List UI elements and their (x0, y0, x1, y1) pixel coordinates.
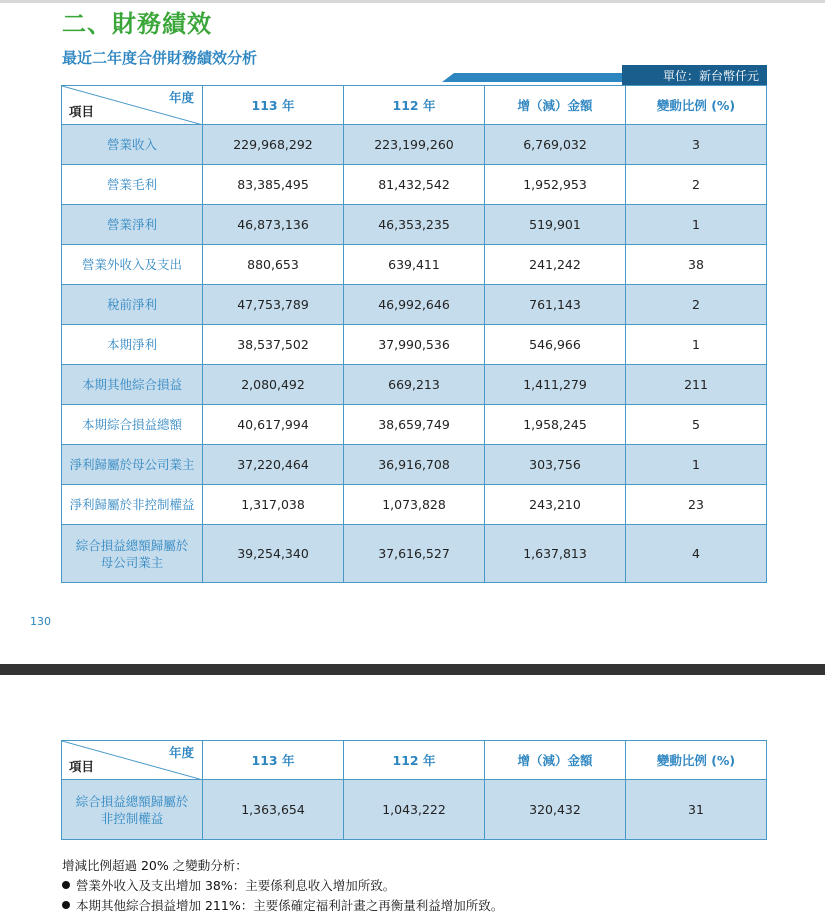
cell-change-amount: 303,756 (485, 445, 626, 485)
cell-change-percent: 38 (626, 245, 767, 285)
cell-113: 38,537,502 (203, 325, 344, 365)
corner-year-label: 年度 (168, 90, 194, 105)
cell-change-amount: 546,966 (485, 325, 626, 365)
cell-113: 880,653 (203, 245, 344, 285)
table-row (62, 780, 767, 840)
cell-113: 37,220,464 (203, 445, 344, 485)
cell-113: 1,363,654 (203, 780, 344, 840)
cell-112: 1,073,828 (344, 485, 485, 525)
col-header-change-percent: 變動比例 (%) (626, 86, 767, 125)
cell-change-amount: 6,769,032 (485, 125, 626, 165)
table-row (62, 125, 767, 165)
row-label: 本期綜合損益總額 (62, 405, 203, 445)
page-separator (0, 664, 825, 675)
financial-performance-table (61, 85, 767, 583)
cell-112: 38,659,749 (344, 405, 485, 445)
row-label: 淨利歸屬於非控制權益 (62, 485, 203, 525)
row-label: 本期其他綜合損益 (62, 365, 203, 405)
row-label-line: 綜合損益總額歸屬於 (75, 537, 189, 553)
section-title: 二、財務績效 (62, 10, 212, 38)
cell-change-percent: 23 (626, 485, 767, 525)
cell-change-percent: 1 (626, 205, 767, 245)
cell-change-percent: 3 (626, 125, 767, 165)
row-label (62, 525, 203, 583)
cell-change-amount: 1,637,813 (485, 525, 626, 583)
row-label-line: 非控制權益 (100, 810, 164, 826)
cell-change-amount: 1,411,279 (485, 365, 626, 405)
cell-change-percent: 5 (626, 405, 767, 445)
table-row (62, 485, 767, 525)
cell-change-amount: 243,210 (485, 485, 626, 525)
cell-113: 2,080,492 (203, 365, 344, 405)
cell-change-amount: 519,901 (485, 205, 626, 245)
top-border (0, 0, 825, 3)
corner-item-label: 項目 (69, 104, 95, 119)
col-header-113: 113 年 (203, 741, 344, 780)
table-row (62, 285, 767, 325)
table-row (62, 365, 767, 405)
table-row (62, 325, 767, 365)
header-corner-cell (62, 86, 203, 125)
table-row (62, 525, 767, 583)
note-item (62, 896, 503, 916)
note-text: 營業外收入及支出增加 38%：主要係利息收入增加所致。 (76, 878, 396, 893)
cell-112: 46,992,646 (344, 285, 485, 325)
cell-112: 37,990,536 (344, 325, 485, 365)
col-header-113: 113 年 (203, 86, 344, 125)
unit-label: 單位：新台幣仟元 (662, 69, 759, 83)
cell-change-percent: 1 (626, 445, 767, 485)
row-label: 營業淨利 (62, 205, 203, 245)
col-header-112: 112 年 (344, 741, 485, 780)
cell-113: 47,753,789 (203, 285, 344, 325)
row-label: 營業外收入及支出 (62, 245, 203, 285)
cell-112: 37,616,527 (344, 525, 485, 583)
cell-change-percent: 2 (626, 285, 767, 325)
col-header-change-amount: 增（減）金額 (485, 741, 626, 780)
notes-heading: 增減比例超過 20% 之變動分析： (62, 858, 248, 873)
cell-112: 1,043,222 (344, 780, 485, 840)
col-header-112: 112 年 (344, 86, 485, 125)
cell-113: 229,968,292 (203, 125, 344, 165)
bullet-icon (62, 901, 70, 909)
bullet-icon (62, 881, 70, 889)
cell-change-percent: 1 (626, 325, 767, 365)
row-label: 營業毛利 (62, 165, 203, 205)
note-item (62, 876, 503, 896)
variance-notes (62, 856, 503, 916)
corner-item-label: 項目 (69, 759, 95, 774)
cell-change-amount: 1,958,245 (485, 405, 626, 445)
row-label: 營業收入 (62, 125, 203, 165)
cell-change-percent: 2 (626, 165, 767, 205)
unit-banner (440, 65, 767, 85)
table-row (62, 205, 767, 245)
cell-112: 81,432,542 (344, 165, 485, 205)
header-corner-cell (62, 741, 203, 780)
cell-113: 83,385,495 (203, 165, 344, 205)
cell-112: 639,411 (344, 245, 485, 285)
cell-112: 46,353,235 (344, 205, 485, 245)
sub-title: 最近二年度合併財務績效分析 (62, 49, 258, 67)
cell-112: 36,916,708 (344, 445, 485, 485)
cell-change-percent: 4 (626, 525, 767, 583)
corner-year-label: 年度 (168, 745, 194, 760)
cell-113: 40,617,994 (203, 405, 344, 445)
cell-change-amount: 320,432 (485, 780, 626, 840)
row-label: 稅前淨利 (62, 285, 203, 325)
col-header-change-percent: 變動比例 (%) (626, 741, 767, 780)
col-header-change-amount: 增（減）金額 (485, 86, 626, 125)
cell-change-percent: 211 (626, 365, 767, 405)
table-header-row (62, 741, 767, 780)
table-row (62, 405, 767, 445)
page-number: 130 (30, 615, 51, 628)
financial-performance-table-continued (61, 740, 767, 840)
cell-113: 1,317,038 (203, 485, 344, 525)
cell-113: 39,254,340 (203, 525, 344, 583)
cell-change-amount: 761,143 (485, 285, 626, 325)
row-label: 淨利歸屬於母公司業主 (62, 445, 203, 485)
cell-112: 223,199,260 (344, 125, 485, 165)
row-label-line: 綜合損益總額歸屬於 (75, 793, 189, 809)
cell-change-amount: 241,242 (485, 245, 626, 285)
cell-change-amount: 1,952,953 (485, 165, 626, 205)
cell-change-percent: 31 (626, 780, 767, 840)
cell-113: 46,873,136 (203, 205, 344, 245)
row-label (62, 780, 203, 840)
cell-112: 669,213 (344, 365, 485, 405)
table-row (62, 245, 767, 285)
row-label: 本期淨利 (62, 325, 203, 365)
note-text: 本期其他綜合損益增加 211%：主要係確定福利計畫之再衡量利益增加所致。 (76, 898, 504, 913)
table-header-row (62, 86, 767, 125)
row-label-line: 母公司業主 (100, 554, 164, 570)
table-row (62, 445, 767, 485)
table-row (62, 165, 767, 205)
